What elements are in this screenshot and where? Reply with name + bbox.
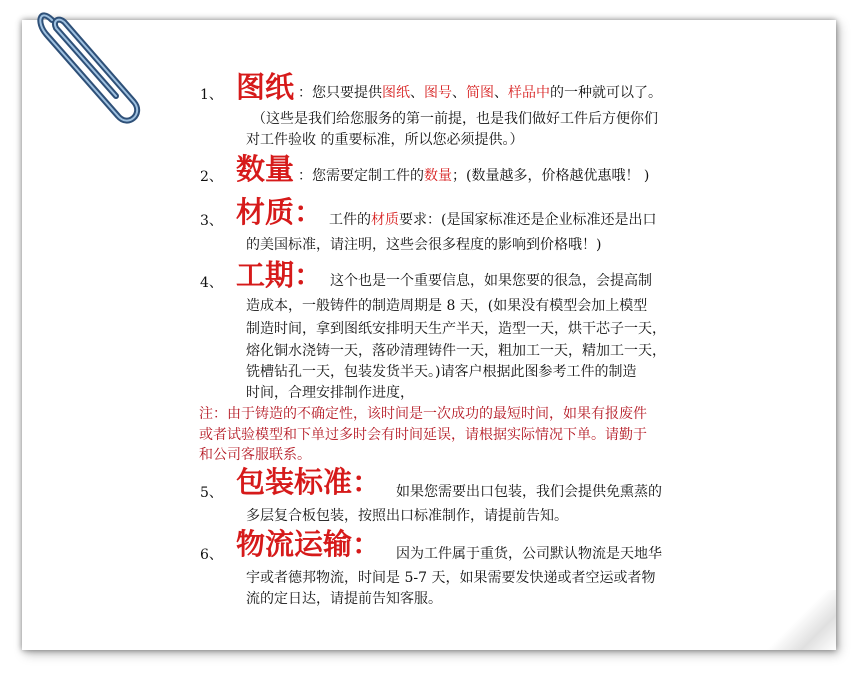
item-4-note: 注：由于铸造的不确定性，该时间是一次成功的最短时间，如果有报废件 (199, 406, 647, 422)
item-number-5: 5、 (200, 485, 223, 501)
item-4-note: 或者试验模型和下单过多时会有时间延误，请根据实际情况下单。请勤于 (199, 427, 647, 443)
item-title-3: 材质： (236, 195, 324, 229)
item-title-1: 图纸 (236, 70, 295, 104)
item-number-3: 3、 (200, 213, 223, 229)
item-5-line: 多层复合板包装，按照出口标准制作，请提前告知。 (246, 508, 568, 524)
item-4-note: 和公司客服联系。 (199, 447, 311, 463)
item-1-first-line: ：您只要提供图纸、图号、简图、样品中的一种就可以了。 (298, 85, 662, 101)
item-number-6: 6、 (200, 547, 223, 563)
item-6-line: 流的定日达，请提前告知客服。 (246, 591, 442, 607)
item-number-2: 2、 (200, 169, 223, 185)
item-number-4: 4、 (200, 275, 223, 291)
item-4-line: 造成本，一般铸件的制造周期是 8 天，(如果没有模型会加上模型 (246, 298, 648, 314)
item-5-first-line: 如果您需要出口包装，我们会提供免熏蒸的 (396, 484, 662, 500)
item-4-first-line: 这个也是一个重要信息，如果您要的很急，会提高制 (330, 273, 652, 289)
item-6-first-line: 因为工件属于重货，公司默认物流是天地华 (396, 546, 662, 562)
item-4-line: 制造时间，拿到图纸安排明天生产半天，造型一天，烘干芯子一天， (246, 321, 666, 337)
item-title-5: 包装标准： (236, 465, 382, 499)
item-number-1: 1、 (200, 87, 223, 103)
item-4-line: 熔化铜水浇铸一天，落砂清理铸件一天，粗加工一天，精加工一天， (246, 343, 666, 359)
item-4-line: 时间，合理安排制作进度， (246, 385, 414, 401)
item-3-line: 的美国标准，请注明，这些会很多程度的影响到价格哦！) (246, 237, 602, 253)
item-1-line: （这些是我们给您服务的第一前提，也是我们做好工件后方便你们 (252, 111, 658, 127)
item-6-line: 宇或者德邦物流，时间是 5-7 天，如果需要发快递或者空运或者物 (246, 570, 656, 586)
item-4-line: 铣槽钻孔一天，包装发货半天。)请客户根据此图参考工件的制造 (246, 364, 637, 380)
item-2-first-line: ：您需要定制工件的数量；(数量越多，价格越优惠哦！ ) (298, 168, 650, 184)
item-title-6: 物流运输： (236, 527, 382, 561)
item-title-4: 工期： (236, 258, 324, 292)
item-title-2: 数量 (236, 152, 295, 186)
item-3-first-line: 工件的材质要求：(是国家标准还是企业标准还是出口 (329, 212, 657, 228)
item-1-line: 对工件验收 的重要标准，所以您必须提供。） (246, 132, 524, 148)
